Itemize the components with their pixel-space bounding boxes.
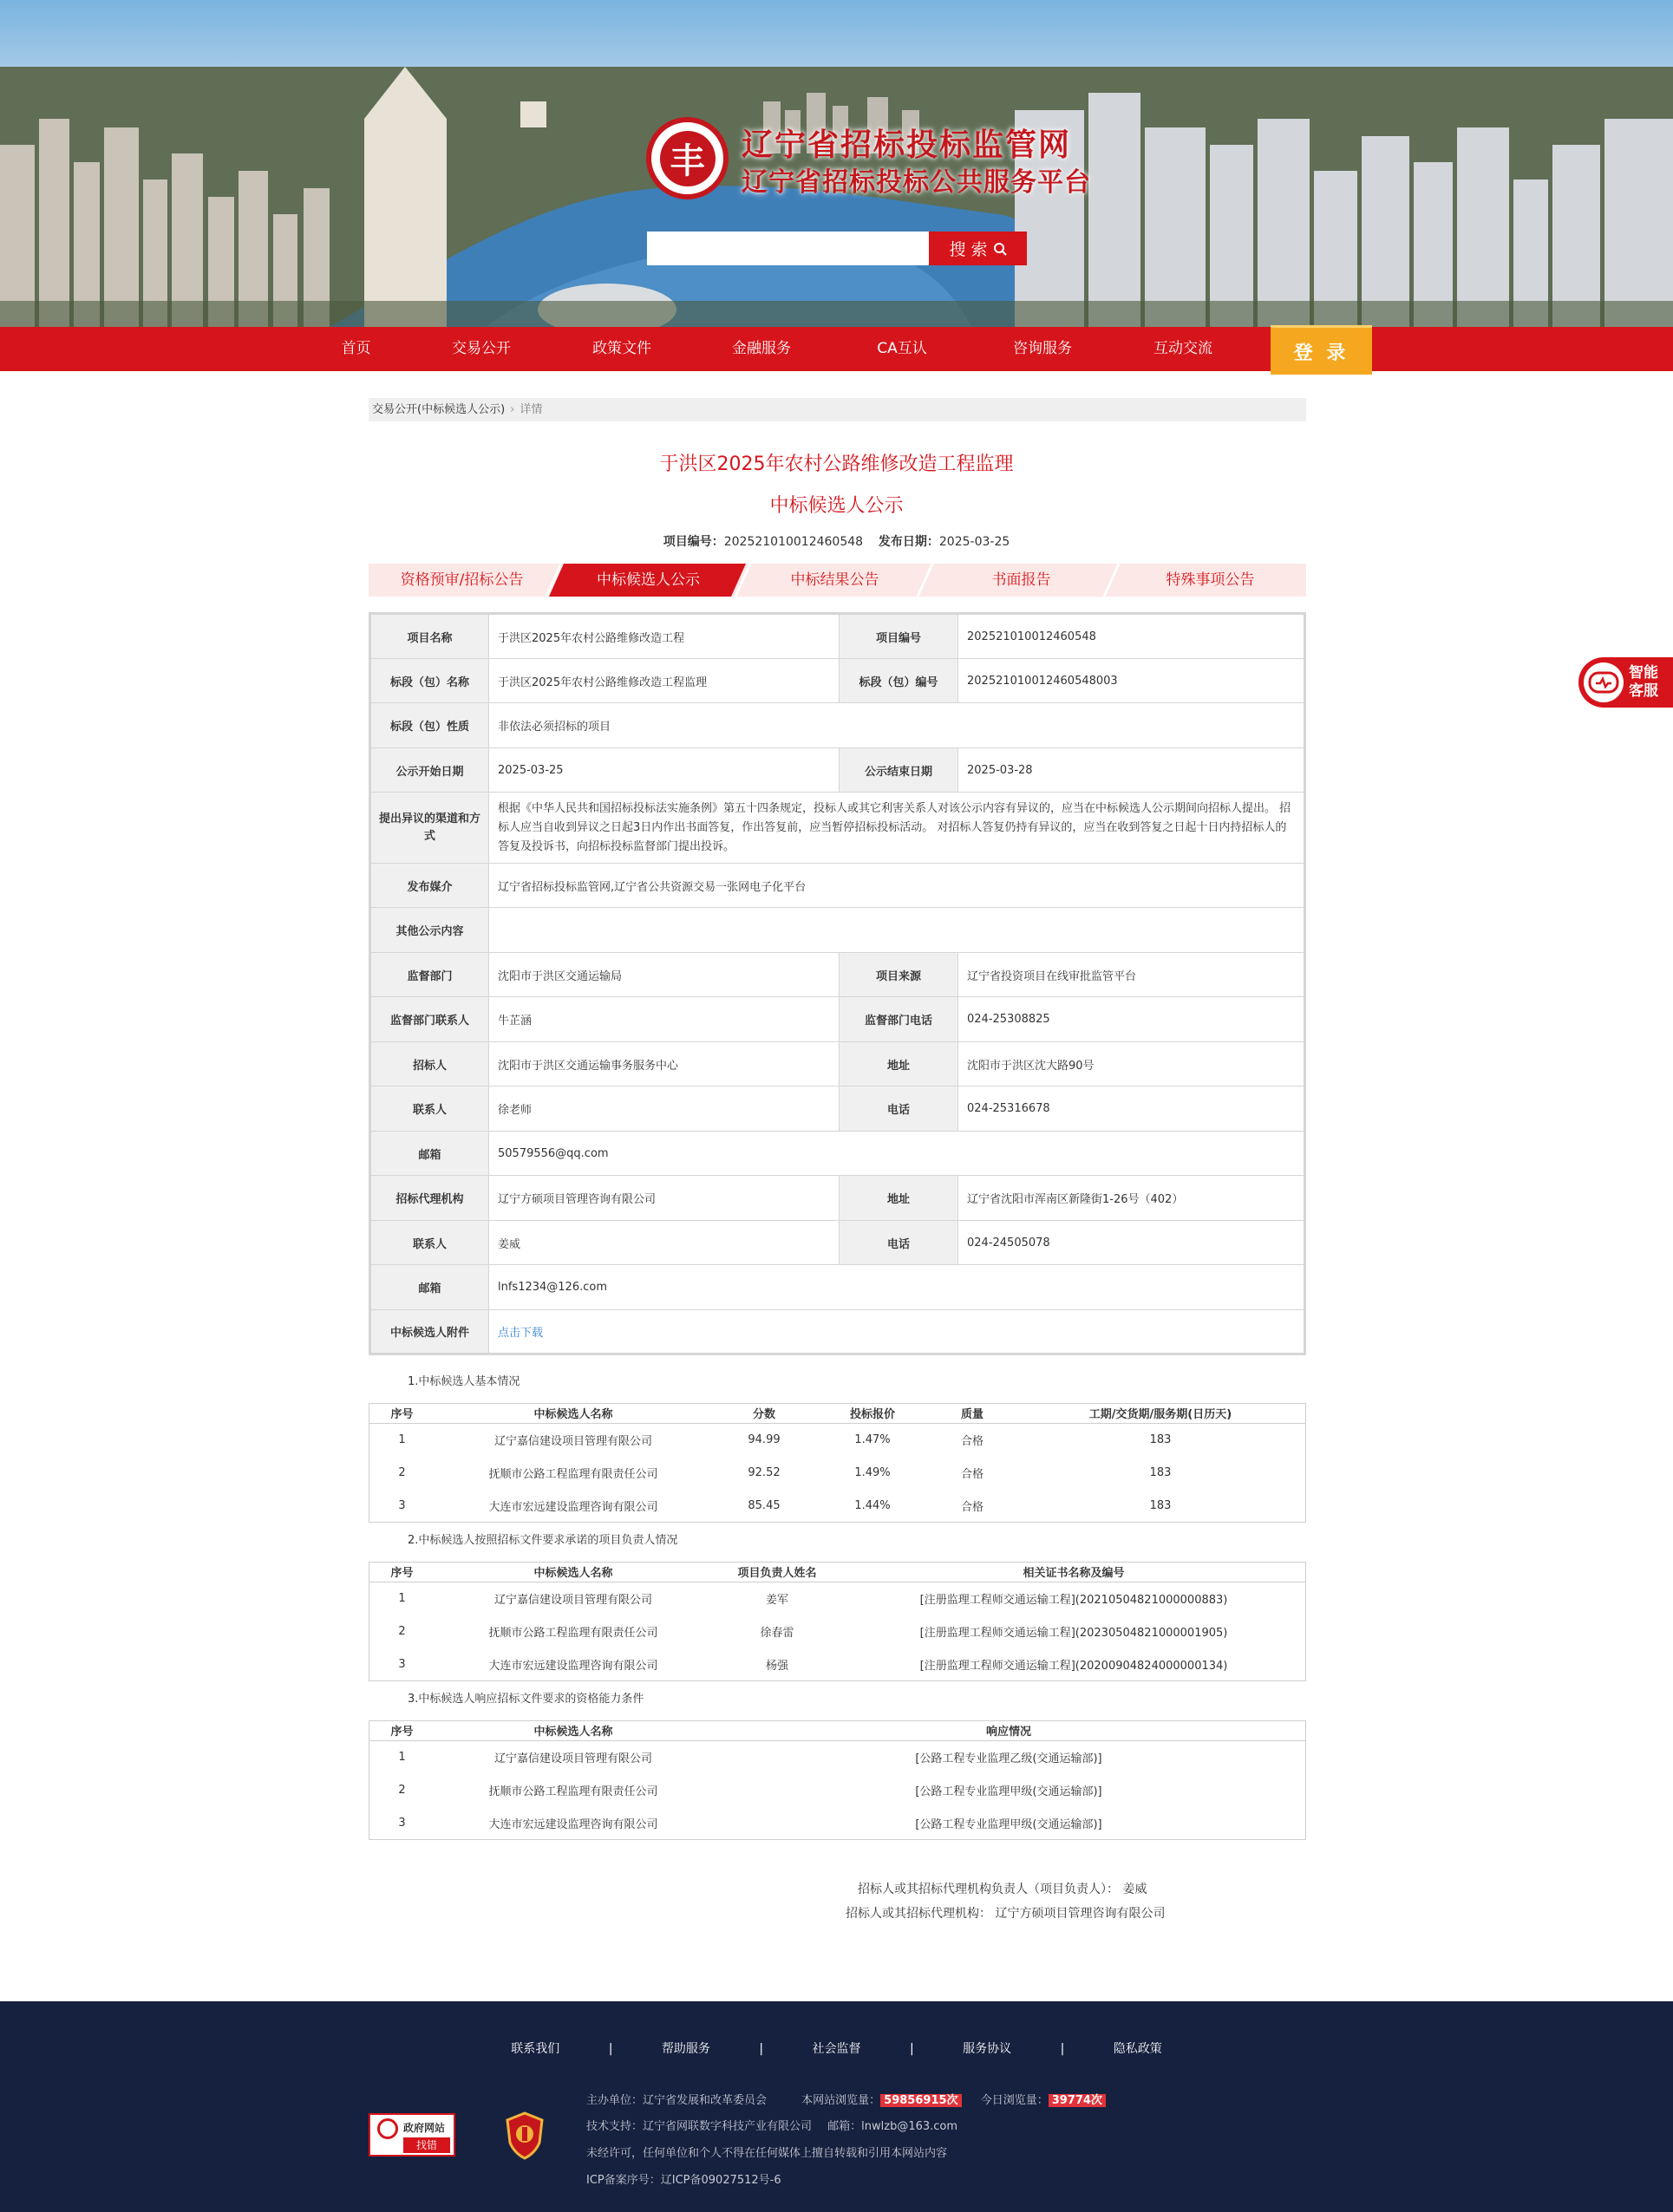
cell: 1 [398,1750,406,1764]
cell: 辽宁嘉信建设项目管理有限公司 [493,1593,652,1607]
info-label: 监督部门联系人 [370,997,489,1042]
info-label: 提出异议的渠道和方式 [370,793,489,864]
nav-item-home[interactable]: 首页 [341,340,371,357]
main-nav [0,327,1673,371]
robot-face-icon [1584,662,1624,702]
cell: [注册监理工程师交通运输工程](20200904824000000134) [919,1659,1228,1673]
info-label: 标段（包）名称 [370,659,489,703]
info-agency-phone: 024-24505078 [958,1221,1305,1265]
cell: 大连市宏远建设监理咨询有限公司 [488,1500,658,1514]
info-label: 地址 [840,1042,958,1086]
info-label: 标段（包）性质 [370,703,489,748]
cell: 1.49% [854,1465,891,1479]
info-label: 项目名称 [370,614,489,659]
cell: 抚顺市公路工程监理有限责任公司 [488,1467,658,1481]
col-header: 中标候选人名称 [533,1408,613,1422]
footer-today-label: 今日浏览量： [980,2094,1049,2107]
info-label: 邮箱 [370,1265,489,1310]
col-header: 序号 [390,1567,414,1581]
info-sup-phone: 024-25308825 [958,997,1305,1042]
gov-badge-bottom: 找错 [403,2137,450,2153]
candidates-table [369,1403,1306,1523]
gov-badge-top: 政府网站 [403,2122,446,2134]
cell: 2 [398,1465,406,1479]
cell: [公路工程专业监理甲级(交通运输部)] [915,1785,1102,1798]
footer-divider: | [909,2042,914,2056]
breadcrumb [369,398,1306,421]
nav-item-policy[interactable]: 政策文件 [592,340,651,357]
logo-title: 辽宁省招标投标监管网 [742,127,1072,163]
cell: 1 [398,1432,406,1446]
footer-icp[interactable]: ICP备案序号：辽ICP备09027512号-6 [586,2174,781,2187]
cell: 抚顺市公路工程监理有限责任公司 [488,1626,658,1640]
table-row [369,1456,1305,1489]
info-phone: 024-25316678 [958,1086,1305,1132]
footer-visits-label: 本网站浏览量： [801,2094,881,2107]
col-header: 投标报价 [849,1408,895,1422]
info-sup-contact: 牛芷涵 [489,997,840,1042]
info-agency-contact: 姜威 [489,1221,840,1265]
police-emblem-icon[interactable] [505,2111,545,2160]
info-address: 沈阳市于洪区沈大路90号 [958,1042,1305,1086]
cell: 183 [1149,1432,1172,1446]
notice-title: 于洪区2025年农村公路维修改造工程监理 [659,453,1014,475]
info-label: 其他公示内容 [370,908,489,953]
tab-candidates[interactable]: 中标候选人公示 [597,571,700,589]
project-no-label: 项目编号： [663,535,724,549]
project-leader-table [369,1562,1306,1681]
info-agency: 辽宁方硕项目管理咨询有限公司 [489,1176,840,1221]
col-header: 中标候选人名称 [533,1567,613,1581]
table-row [369,1806,1305,1839]
footer-link-privacy[interactable]: 隐私政策 [1113,2042,1162,2056]
col-header: 分数 [752,1408,775,1422]
info-label: 电话 [840,1221,958,1265]
cell: 3 [398,1816,406,1830]
cell: 3 [398,1498,406,1512]
info-section-name: 于洪区2025年农村公路维修改造工程监理 [489,659,840,703]
search-button[interactable] [929,232,1027,265]
signature-agency: 招标人或其招标代理机构： 辽宁方硕项目管理咨询有限公司 [846,1907,1166,1921]
table-row [369,1582,1305,1615]
table-row [369,1423,1305,1456]
col-header: 序号 [390,1408,414,1422]
magnifier-icon [377,2118,398,2139]
table-row [369,1773,1305,1806]
qualification-table [369,1720,1306,1840]
cell: [公路工程专业监理甲级(交通运输部)] [915,1817,1102,1831]
section1-title: 1.中标候选人基本情况 [408,1375,520,1388]
footer-copyright: 未经许可，任何单位和个人不得在任何媒体上擅自转载和引用本网站内容 [586,2147,948,2160]
cell: 徐春雷 [760,1626,794,1640]
cell: 合格 [960,1434,984,1448]
footer-email: 邮箱：lnwlzb@163.com [827,2120,958,2133]
cell: [注册监理工程师交通运输工程](20210504821000000883) [919,1593,1228,1607]
publish-date-label: 发布日期： [878,535,939,549]
cell: 姜军 [765,1593,788,1607]
info-agency-email: lnfs1234@126.com [489,1265,1305,1310]
footer-divider: | [1060,2042,1065,2056]
info-label: 项目编号 [840,614,958,659]
cell: 183 [1149,1465,1172,1479]
cell: 2 [398,1783,406,1797]
cell: 1.44% [854,1498,891,1512]
footer-sponsor: 主办单位：辽宁省发展和改革委员会 [586,2094,768,2107]
site-logo[interactable] [646,117,1091,199]
info-project-name: 于洪区2025年农村公路维修改造工程 [489,614,840,659]
info-label: 邮箱 [370,1132,489,1176]
search-icon [993,242,1007,256]
info-label: 项目来源 [840,953,958,997]
info-tenderer: 沈阳市于洪区交通运输事务服务中心 [489,1042,840,1086]
info-label: 电话 [840,1086,958,1132]
download-attachment-link[interactable]: 点击下载 [498,1327,544,1340]
table-row [369,1648,1305,1680]
info-attachment-cell [489,1310,1305,1354]
tab-report[interactable]: 书面报告 [991,571,1051,589]
info-other [489,908,1305,953]
cell: 辽宁嘉信建设项目管理有限公司 [493,1434,652,1448]
info-agency-address: 辽宁省沈阳市浑南区新隆街1-26号（402） [958,1176,1305,1221]
search-button-label: 搜 索 [949,240,988,259]
gov-website-badge[interactable] [369,2113,455,2157]
project-no-value: 202521010012460548 [723,535,864,549]
info-section-no: 202521010012460548003 [958,659,1305,703]
section3-title: 3.中标候选人响应招标文件要求的资格能力条件 [408,1693,644,1706]
info-supervisor: 沈阳市于洪区交通运输局 [489,953,840,997]
cell: 杨强 [765,1659,788,1673]
footer-today-count: 39774次 [1049,2094,1106,2107]
cell: 大连市宏远建设监理咨询有限公司 [488,1817,658,1831]
cell: 1.47% [854,1432,891,1446]
footer-visits-count: 59856915次 [880,2094,961,2107]
footer-link-contact[interactable]: 联系我们 [511,2042,560,2056]
nav-item-interact[interactable]: 互动交流 [1153,340,1212,357]
footer-divider: | [759,2042,764,2056]
table-row [369,1489,1305,1522]
nav-item-consult[interactable]: 咨询服务 [1013,340,1072,357]
nav-item-trade[interactable]: 交易公开 [452,340,511,357]
search-input[interactable] [647,232,929,265]
info-email: 50579556@qq.com [489,1132,1305,1176]
info-label: 标段（包）编号 [840,659,958,703]
notice-meta [0,532,1673,550]
info-label: 地址 [840,1176,958,1221]
footer-tech: 技术支持：辽宁省网联数字科技产业有限公司 [586,2120,813,2133]
nav-item-finance[interactable]: 金融服务 [732,340,791,357]
table-row [369,1615,1305,1648]
info-label: 公示开始日期 [370,748,489,793]
cell: 85.45 [748,1498,781,1512]
info-start-date: 2025-03-25 [489,748,840,793]
footer-link-help[interactable]: 帮助服务 [661,2042,710,2056]
info-label: 发布媒介 [370,864,489,908]
logo-emblem-icon: 丰 [646,117,729,199]
notice-tabs [369,564,1306,597]
footer-tech-line [586,2117,957,2133]
info-project-no: 202521010012460548 [958,614,1305,659]
col-header: 响应情况 [985,1726,1031,1739]
cell: 合格 [960,1467,984,1481]
cell: [公路工程专业监理乙级(交通运输部)] [915,1752,1102,1765]
breadcrumb-parent[interactable]: 交易公开(中标候选人公示) [372,403,506,416]
publish-date-value: 2025-03-25 [938,535,1010,549]
info-label: 监督部门 [370,953,489,997]
cell: 183 [1149,1498,1172,1512]
cell: [注册监理工程师交通运输工程](20230504821000001905) [919,1626,1228,1640]
footer-sponsor-line [586,2091,1106,2107]
col-header: 中标候选人名称 [533,1726,613,1739]
breadcrumb-separator-icon: › [510,403,515,416]
notice-subtitle: 中标候选人公示 [769,495,904,517]
table-row [369,1740,1305,1773]
cell: 2 [398,1624,406,1638]
info-source: 辽宁省投资项目在线审批监管平台 [958,953,1305,997]
info-label: 联系人 [370,1086,489,1132]
info-label: 公示结束日期 [840,748,958,793]
info-section-nature: 非依法必须招标的项目 [489,703,1305,748]
info-label: 招标人 [370,1042,489,1086]
footer-link-supervision[interactable]: 社会监督 [812,2042,861,2056]
col-header: 项目负责人姓名 [737,1567,817,1581]
cell: 3 [398,1657,406,1671]
info-media: 辽宁省招标投标监管网,辽宁省公共资源交易一张网电子化平台 [489,864,1305,908]
info-label: 招标代理机构 [370,1176,489,1221]
col-header: 序号 [390,1726,414,1739]
cell: 92.52 [748,1465,781,1479]
header-banner [0,0,1673,327]
col-header: 质量 [960,1408,984,1422]
footer-links [0,2039,1673,2057]
cell: 抚顺市公路工程监理有限责任公司 [488,1785,658,1798]
smart-service-label: 智能客服 [1629,664,1658,700]
info-table [369,612,1306,1355]
col-header: 相关证书名称及编号 [1023,1567,1125,1581]
footer-divider: | [608,2042,613,2056]
signature-leader: 招标人或其招标代理机构负责人（项目负责人）： 姜威 [858,1882,1147,1896]
cell: 大连市宏远建设监理咨询有限公司 [488,1659,658,1673]
smart-service-button[interactable] [1578,657,1673,708]
cell: 合格 [960,1500,984,1514]
info-objection: 根据《中华人民共和国招标投标法实施条例》第五十四条规定，投标人或其它利害关系人对该公示内容有异议的，应当在中标候选人公示期间向招标人提出。 招标人应当自收到异议之日起3日内作出书面答复，作出答复前，应当暂停招标投标活动。 对招标人答复仍持有异议的，应当在收到答复之日起十日内持招标人的答复及投诉书，向招标投标监督部门提出投诉。 [489,793,1305,864]
login-button[interactable]: 登 录 [1271,325,1372,375]
info-label: 监督部门电话 [840,997,958,1042]
nav-item-ca[interactable]: CA互认 [877,340,927,357]
info-label: 联系人 [370,1221,489,1265]
tab-special[interactable]: 特殊事项公告 [1166,571,1255,589]
info-label: 中标候选人附件 [370,1310,489,1354]
footer-link-agreement[interactable]: 服务协议 [963,2042,1012,2056]
cell: 辽宁嘉信建设项目管理有限公司 [493,1752,652,1765]
breadcrumb-current: 详情 [520,403,543,416]
cell: 1 [398,1591,406,1605]
info-end-date: 2025-03-28 [958,748,1305,793]
tab-result[interactable]: 中标结果公告 [790,571,879,589]
section2-title: 2.中标候选人按照招标文件要求承诺的项目负责人情况 [408,1534,678,1547]
tab-prequal[interactable]: 资格预审/招标公告 [400,571,524,589]
cell: 94.99 [748,1432,781,1446]
logo-subtitle: 辽宁省招标投标公共服务平台 [742,167,1091,198]
col-header: 工期/交货期/服务期(日历天) [1088,1408,1232,1422]
info-contact: 徐老师 [489,1086,840,1132]
